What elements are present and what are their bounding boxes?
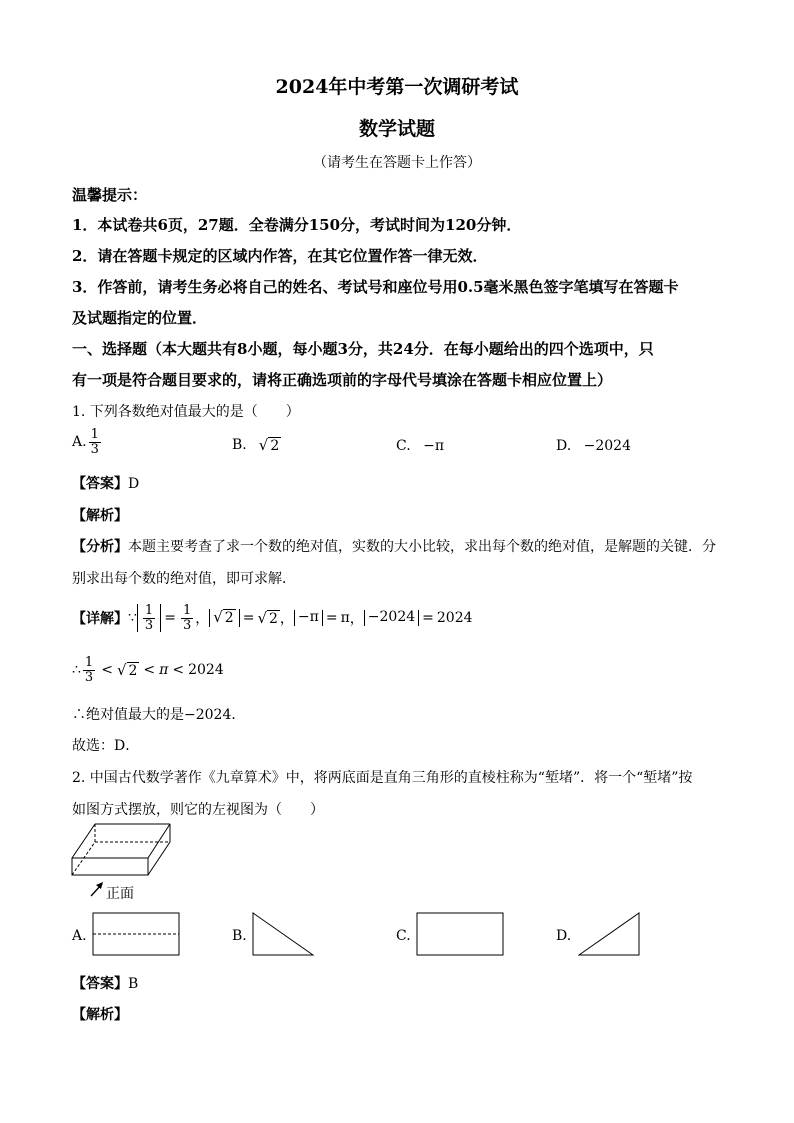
numerator: 1 — [90, 427, 99, 442]
q2-analysis-tag: 【解析】 — [72, 1007, 128, 1023]
equals: = — [325, 610, 338, 627]
option-label: B. — [232, 437, 247, 453]
q1-detail — [72, 604, 473, 632]
q2-answer — [72, 973, 138, 993]
denominator: 3 — [182, 617, 192, 633]
q1-conclusion: ∴绝对值最大的是−2024． — [72, 707, 246, 723]
numerator: 1 — [144, 603, 154, 618]
tips-heading: 温馨提示： — [72, 186, 148, 204]
tip-item: 2．请在答题卡规定的区域内作答，在其它位置作答一律无效． — [72, 247, 488, 265]
abs-expression — [137, 604, 161, 632]
radicand: 2 — [224, 610, 234, 627]
fraction — [83, 656, 95, 684]
denominator: 3 — [144, 617, 154, 633]
q2-option-c-label: C. — [396, 928, 411, 944]
section-heading-cont: 有一项是符合题目要求的，请将正确选项前的字母代号填涂在答题卡相应位置上） — [72, 371, 613, 389]
less-than: < — [101, 662, 113, 679]
sqrt-expression — [117, 661, 139, 679]
less-than: < — [143, 662, 156, 679]
radicand: 2 — [128, 663, 138, 680]
comma: ， — [349, 611, 364, 628]
q2-option-d-label: D. — [556, 928, 572, 944]
q1-option-c — [396, 438, 444, 454]
q2-option-c-figure — [416, 912, 504, 956]
pi-symbol: π — [159, 662, 169, 679]
option-label: A. — [72, 434, 87, 451]
value: 2024 — [436, 610, 473, 627]
q2-option-a-label: A. — [72, 928, 87, 944]
value: 2024 — [188, 662, 224, 679]
answer-value: B — [128, 976, 139, 992]
fenxi-tag: 【分析】 — [72, 539, 128, 555]
radical-sign-icon: √ — [258, 436, 269, 454]
q1-option-d — [556, 438, 631, 454]
fraction — [89, 428, 101, 456]
q1-analysis-tag: 【解析】 — [72, 508, 128, 524]
less-than: < — [172, 662, 185, 679]
question-2-stem: 2. 中国古代数学著作《九章算术》中，将两底面是直角三角形的直棱柱称为“堑堵”．将一个“堑堵”按 — [72, 770, 693, 786]
front-arrow-icon — [88, 880, 106, 898]
abs-expression — [209, 609, 239, 626]
equals: = — [164, 610, 176, 627]
q1-answer — [72, 473, 139, 493]
tip-item: 及试题指定的位置． — [72, 309, 208, 327]
option-value: −π — [423, 438, 445, 454]
denominator: 3 — [90, 441, 99, 457]
q2-option-b-label: B. — [232, 928, 247, 944]
answer-note: （请考生在答题卡上作答） — [313, 155, 481, 171]
option-label: C. — [396, 438, 411, 454]
fraction — [143, 604, 155, 632]
radicand: 2 — [269, 611, 278, 628]
numerator: 1 — [182, 603, 192, 618]
question-2-stem-cont: 如图方式摆放，则它的左视图为（ ） — [72, 802, 324, 818]
sqrt-expression — [213, 609, 235, 626]
equals: = — [422, 610, 434, 627]
comma: ， — [195, 611, 210, 628]
q2-option-a-figure — [92, 912, 180, 956]
tip-item: 3．作答前，请考生务必将自己的姓名、考试号和座位号用0.5毫米黑色签字笔填写在答题卡 — [72, 278, 679, 296]
value: π — [340, 610, 350, 627]
therefore-symbol: ∴ — [72, 662, 81, 679]
comma: ， — [279, 611, 294, 628]
radical-sign-icon: √ — [116, 661, 127, 680]
q1-inequality — [72, 656, 224, 684]
option-value: −2024 — [583, 438, 631, 454]
abs-expression: −π — [294, 610, 323, 625]
q1-fenxi-cont: 别求出每个数的绝对值，即可求解． — [72, 571, 296, 587]
question-1-stem: 1. 下列各数绝对值最大的是（ ） — [72, 404, 300, 420]
detail-tag: 【详解】 — [72, 611, 128, 628]
answer-tag: 【答案】 — [72, 476, 128, 492]
q2-option-d-figure — [578, 912, 640, 956]
q1-option-b — [232, 436, 281, 454]
radical-sign-icon: √ — [213, 608, 223, 627]
prism-figure — [70, 820, 180, 884]
denominator: 3 — [84, 669, 94, 685]
q2-option-b-figure — [252, 912, 314, 956]
front-label: 正面 — [106, 886, 134, 902]
fraction — [181, 604, 193, 632]
answer-value: D — [128, 476, 140, 492]
answer-tag: 【答案】 — [72, 976, 128, 992]
equals: = — [242, 610, 255, 627]
subject-title: 数学试题 — [358, 118, 435, 140]
q1-fenxi — [72, 536, 716, 556]
fenxi-text: 本题主要考查了求一个数的绝对值，实数的大小比较，求出每个数的绝对值，是解题的关键．分 — [128, 539, 716, 555]
sqrt-expression — [257, 609, 279, 627]
radical-sign-icon: √ — [257, 609, 267, 628]
because-symbol: ∵ — [128, 610, 137, 627]
radicand: 2 — [270, 438, 280, 454]
section-heading: 一、选择题（本大题共有8小题，每小题3分，共24分．在每小题给出的四个选项中，只 — [72, 340, 654, 358]
tip-item: 1．本试卷共6页，27题．全卷满分150分，考试时间为120分钟． — [72, 216, 522, 234]
numerator: 1 — [84, 655, 94, 670]
option-label: D. — [556, 438, 572, 454]
page-title: 2024年中考第一次调研考试 — [275, 76, 519, 98]
abs-expression: −2024 — [364, 610, 419, 625]
q1-option-a — [72, 428, 103, 456]
sqrt-expression — [259, 436, 281, 454]
q1-choice: 故选：D． — [72, 738, 140, 754]
